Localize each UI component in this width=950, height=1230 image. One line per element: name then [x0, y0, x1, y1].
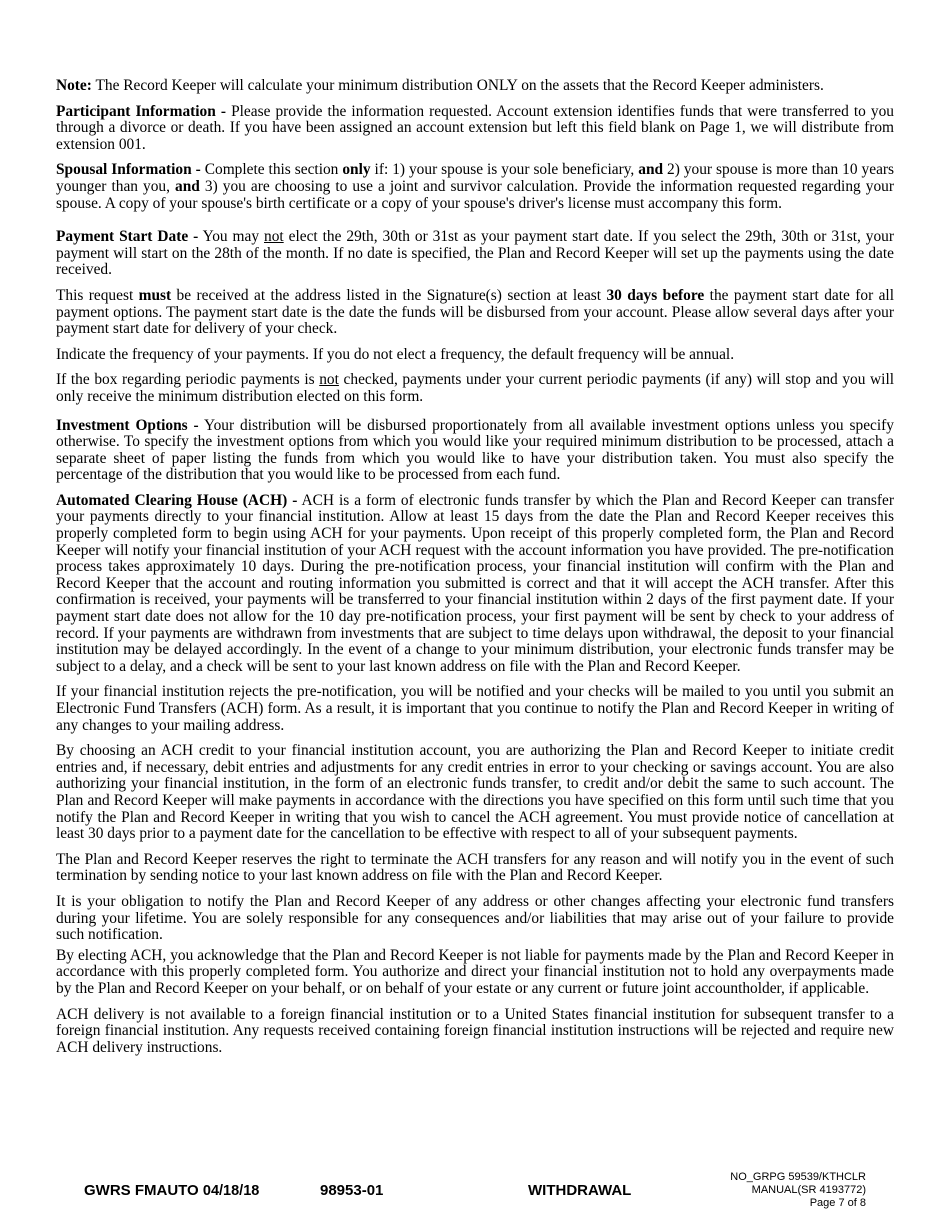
obligation-paragraph: It is your obligation to notify the Plan and Record Keeper of any address or other changes affecting your electronic fund transfers during your lifetime. You are solely responsible for any consequences and/or liabilities that may arise out of your failure to provide such notification.	[56, 892, 894, 944]
foreign-institution-paragraph: ACH delivery is not available to a foreign financial institution or to a United States financial institution for subsequent transfer to a foreign financial institution. Any requests received containing foreign financial institution instructions will be rejected and require new ACH delivery instructions.	[56, 1005, 894, 1056]
payment-start-date-label: Payment Start Date -	[56, 228, 199, 246]
footer-date: 04/18/18	[202, 1183, 260, 1199]
spousal-information-label: Spousal Information -	[56, 161, 201, 179]
note-text: The Record Keeper will calculate your minimum distribution ONLY on the assets that the Record Keeper administers.	[91, 77, 824, 94]
ach-text: ACH is a form of electronic funds transfer by which the Plan and Record Keeper can transfer your payments directly to your financial institution. Allow at least 15 days from the date the Plan and Record Keeper receives this properly completed form to begin using ACH for your payments. Upon receipt of this properly completed form, the Plan and Record Keeper will notify your financial institution of your ACH request with the account information you have provided. The pre-notification process takes approximately 10 days. During the pre-notification process, your financial institution will confirm with the Plan and Record Keeper that the account and routing information you submitted is correct and that it will accept the ACH transfer. After this confirmation is received, your payments will be transferred to your financial institution within 2 days of the first payment date. If your payment start date does not allow for the 10 day pre-notification process, your first payment will be sent by check to your address of record. If your payments are withdrawn from investments that are subject to time delays upon withdrawal, the deposit to your financial institution may be delayed accordingly. In the event of a change to your minimum distribution, your electronic funds transfer may be subject to a delay, and a check will be sent to your last known address on file with the Plan and Record Keeper.	[56, 491, 894, 675]
footer-reference	[730, 1171, 866, 1210]
spousal-emphasis-and-1: and	[638, 161, 664, 179]
participant-information-label: Participant Information -	[56, 102, 227, 120]
spousal-emphasis-only: only	[342, 161, 371, 179]
page-footer	[0, 1170, 950, 1220]
investment-options-text: Your distribution will be disbursed proportionately from all available investment options unless you specify otherwise. To specify the investment options from which you would like your required minimum distribution to be processed, attach a separate sheet of paper listing the funds from which you would like to have your distribution taken. You must also specify the percentage of the distribution that you would like to be processed from each fund.	[56, 416, 894, 484]
participant-information-paragraph	[56, 104, 894, 154]
payment-start-underline-not: not	[264, 228, 284, 246]
footer-form-title: WITHDRAWAL	[528, 1182, 632, 1199]
note-paragraph	[56, 78, 894, 95]
footer-form-number: 98953-01	[320, 1182, 384, 1199]
note-label: Note:	[56, 77, 92, 94]
request-text-3: the payment start date for all payment options. The payment start date is the date the funds will be disbursed from your account. Please allow several days after your payment start date for delivery of your check.	[56, 286, 894, 338]
periodic-text-2: checked, payments under your current periodic payments (if any) will stop and you will only receive the minimum distribution elected on this form.	[56, 371, 895, 405]
payment-start-text-1: You may	[198, 228, 264, 246]
frequency-paragraph: Indicate the frequency of your payments. If you do not elect a frequency, the default frequency will be annual.	[56, 345, 735, 363]
footer-code: GWRS FMAUTO	[84, 1182, 199, 1199]
spousal-information-paragraph	[56, 162, 894, 212]
ach-paragraph	[56, 493, 894, 676]
request-text-2: be received at the address listed in the Signature(s) section at least	[171, 286, 607, 304]
investment-options-paragraph	[56, 418, 894, 484]
termination-paragraph: The Plan and Record Keeper reserves the right to terminate the ACH transfers for any reason and will notify you in the event of such termination by sending notice to your last known address on file with the Plan and Record Keeper.	[56, 850, 894, 885]
periodic-text-1: If the box regarding periodic payments is	[56, 371, 320, 389]
payment-start-date-paragraph	[56, 229, 894, 279]
periodic-payments-paragraph	[56, 372, 894, 405]
spousal-text-1: Complete this section	[200, 161, 343, 179]
request-emphasis-30-days: 30 days before	[606, 286, 705, 304]
footer-form-code	[84, 1182, 259, 1199]
request-emphasis-must: must	[138, 286, 172, 304]
payment-start-text-2: elect the 29th, 30th or 31st as your payment start date. If you select the 29th, 30th or 31st, your payment will start on the 28th of the month. If no date is specified, the Plan and Record Keeper will set up the payments using the date received.	[56, 228, 894, 279]
spousal-text-2: if: 1) your spouse is your sole beneficiary,	[370, 161, 639, 179]
footer-reference-line-2: MANUAL(SR 4193772)	[751, 1184, 866, 1196]
investment-options-label: Investment Options -	[56, 416, 199, 434]
spousal-text-3: 2) your spouse is more than 10 years younger than you,	[56, 161, 895, 195]
footer-reference-line-1: NO_GRPG 59539/KTHCLR	[730, 1171, 866, 1183]
electing-ach-paragraph: By electing ACH, you acknowledge that the Plan and Record Keeper is not liable for payments made by the Plan and Record Keeper in accordance with this properly completed form. You authorize and direct your financial institution not to hold any overpayments made by the Plan and Record Keeper on your behalf, or on behalf of your estate or any current or future joint accountholder, if applicable.	[56, 946, 894, 997]
prenotification-reject-paragraph: If your financial institution rejects the pre-notification, you will be notified and your checks will be mailed to you until you submit an Electronic Fund Transfers (ACH) form. As a result, it is important that you continue to notify the Plan and Record Keeper in writing of any changes to your mailing address.	[56, 683, 894, 734]
request-deadline-paragraph	[56, 288, 894, 338]
periodic-underline-not: not	[319, 371, 339, 389]
ach-label: Automated Clearing House (ACH) -	[56, 491, 298, 509]
ach-authorization-paragraph: By choosing an ACH credit to your financial institution account, you are authorizing the Plan and Record Keeper to initiate credit entries and, if necessary, debit entries and adjustments for any credit entries in error to your checking or savings account. You are also authorizing your financial institution, in the form of an electronic funds transfer, to credit and/or debit the same to such account. The Plan and Record Keeper will make payments in accordance with the directions you have specified on this form until such time that you notify the Plan and Record Keeper in writing that you wish to cancel the ACH agreement. You must provide notice of cancellation at least 30 days prior to a payment date for the cancellation to be effective with respect to all of your subsequent payments.	[56, 742, 894, 843]
request-text-1: This request	[56, 286, 139, 304]
spousal-emphasis-and-2: and	[175, 177, 200, 195]
spousal-text-4: 3) you are choosing to use a joint and survivor calculation. Provide the information requested regarding your spouse. A copy of your spouse's birth certificate or a copy of your spouse's driver's license must accompany this form.	[56, 177, 894, 212]
footer-page-number: Page 7 of 8	[809, 1197, 866, 1209]
participant-information-text: Please provide the information requested. Account extension identifies funds that were transferred to you through a divorce or death. If you have been assigned an account extension but left this field blank on Page 1, we will distribute from extension 001.	[56, 102, 894, 153]
document-body	[56, 78, 894, 1065]
